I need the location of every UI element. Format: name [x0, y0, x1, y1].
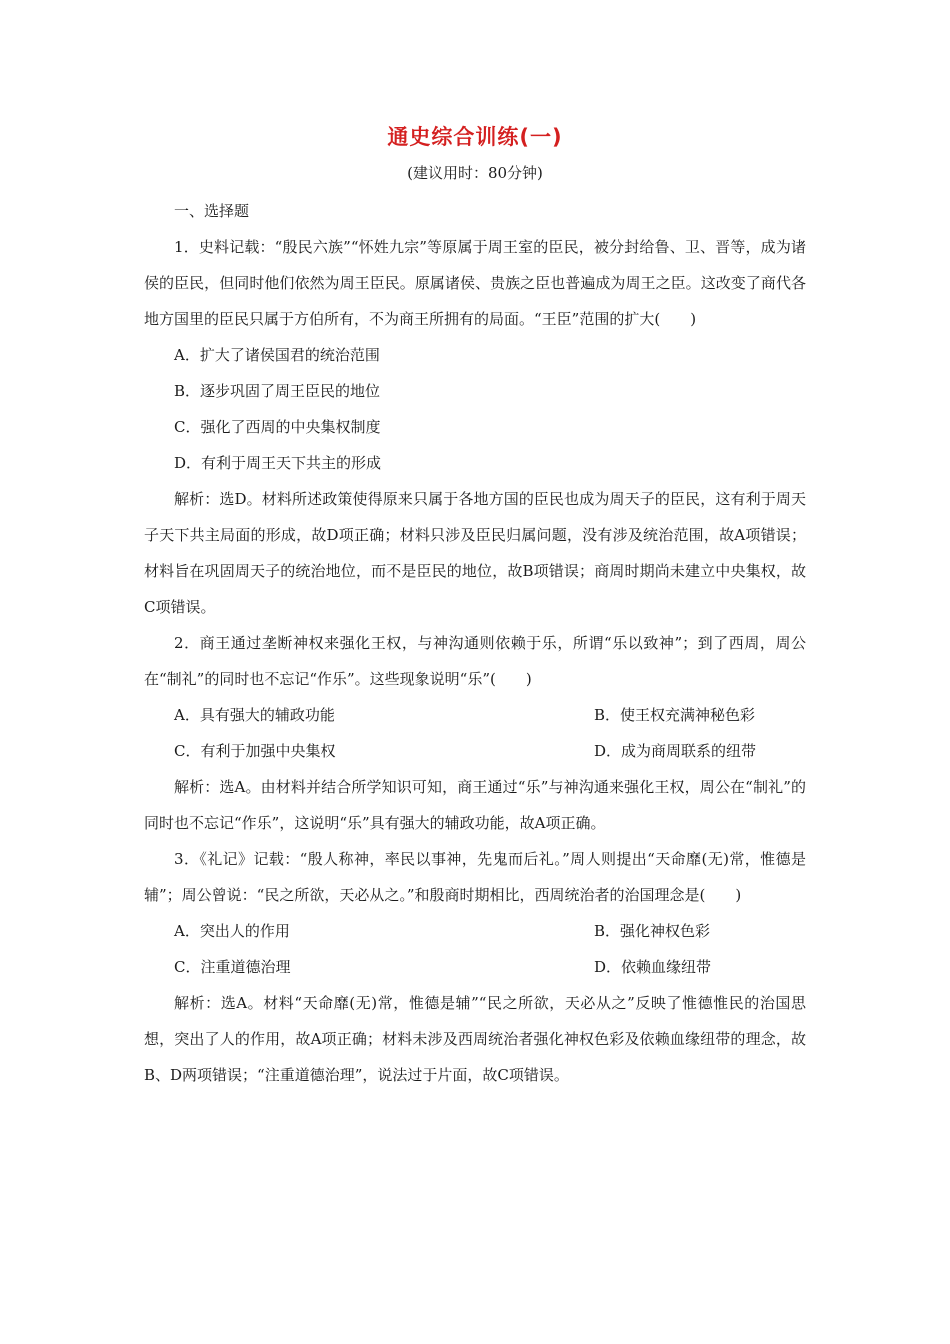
question-1	[144, 229, 806, 625]
option-c: C．注重道德治理	[174, 958, 291, 976]
options-row	[144, 733, 806, 769]
options-row	[144, 697, 806, 733]
section-heading: 一、选择题	[174, 202, 250, 220]
option-a: A．具有强大的辅政功能	[174, 706, 335, 724]
page-title: 通史综合训练(一)	[387, 125, 563, 149]
document-body	[144, 193, 806, 1093]
question-2	[144, 625, 806, 841]
question-analysis: 解析：选A。材料“天命靡(无)常，惟德是辅”“民之所欲，天必从之”反映了惟德惟民的治国思想，突出了人的作用，故A项正确；材料未涉及西周统治者强化神权色彩及依赖血缘纽带的理念，故B、D两项错误；“注重道德治理”，说法过于片面，故C项错误。	[144, 994, 806, 1084]
option-a: A．突出人的作用	[174, 922, 290, 940]
option-c: C．强化了西周的中央集权制度	[174, 418, 381, 436]
question-analysis: 解析：选A。由材料并结合所学知识可知，商王通过“乐”与神沟通来强化王权，周公在“制礼”的同时也不忘记“作乐”，这说明“乐”具有强大的辅政功能，故A项正确。	[144, 778, 806, 832]
time-suggestion: (建议用时：80分钟)	[407, 164, 543, 182]
options-row	[144, 913, 806, 949]
option-b: B．逐步巩固了周王臣民的地位	[174, 382, 381, 400]
question-analysis: 解析：选D。材料所述政策使得原来只属于各地方国的臣民也成为周天子的臣民，这有利于周天子天下共主局面的形成，故D项正确；材料只涉及臣民归属问题，没有涉及统治范围，故A项错误；材料旨在巩固周天子的统治地位，而不是臣民的地位，故B项错误；商周时期尚未建立中央集权，故C项错误。	[144, 490, 806, 616]
question-stem: 2．商王通过垄断神权来强化王权，与神沟通则依赖于乐，所谓“乐以致神”；到了西周，周公在“制礼”的同时也不忘记“作乐”。这些现象说明“乐”( )	[144, 634, 806, 688]
option-d: D．依赖血缘纽带	[594, 958, 712, 976]
question-stem: 1．史料记载：“殷民六族”“怀姓九宗”等原属于周王室的臣民，被分封给鲁、卫、晋等，成为诸侯的臣民，但同时他们依然为周王臣民。原属诸侯、贵族之臣也普遍成为周王之臣。这改变了商代各地方国里的臣民只属于方伯所有，不为商王所拥有的局面。“王臣”范围的扩大( )	[144, 238, 806, 328]
option-d: D．有利于周王天下共主的形成	[174, 454, 382, 472]
option-c: C．有利于加强中央集权	[174, 742, 336, 760]
option-a: A．扩大了诸侯国君的统治范围	[174, 346, 380, 364]
option-d: D．成为商周联系的纽带	[594, 742, 757, 760]
question-3	[144, 841, 806, 1093]
option-b: B．使王权充满神秘色彩	[594, 706, 756, 724]
option-b: B．强化神权色彩	[594, 922, 711, 940]
options-row	[144, 949, 806, 985]
question-stem: 3．《礼记》记载：“殷人称神，率民以事神，先鬼而后礼。”周人则提出“天命靡(无)常，惟德是辅”；周公曾说：“民之所欲，天必从之。”和殷商时期相比，西周统治者的治国理念是( )	[144, 850, 806, 904]
